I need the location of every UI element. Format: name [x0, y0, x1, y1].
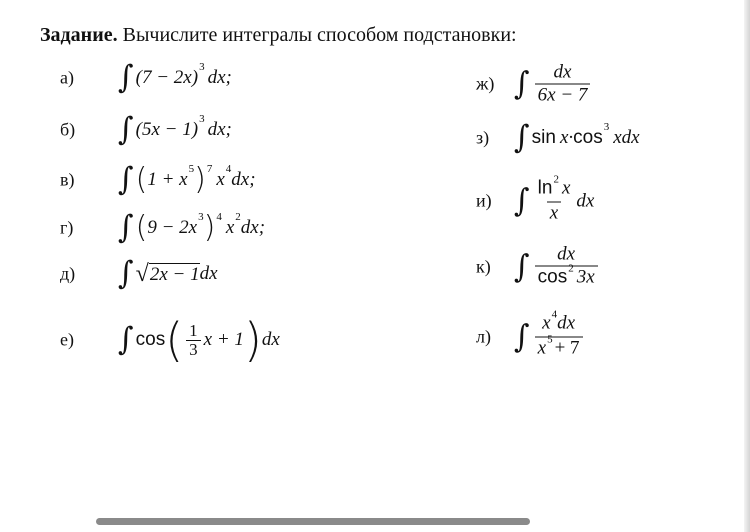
integral-g [60, 206, 440, 250]
expression-e [118, 313, 280, 367]
integral-z [476, 116, 726, 160]
end-g: dx; [240, 217, 266, 238]
expression-b [118, 111, 232, 148]
expression-k [514, 244, 601, 291]
tail-i: dx [576, 190, 595, 211]
paren-open: ( [135, 162, 148, 197]
item-label-b: б) [60, 119, 76, 140]
expression-g [118, 209, 266, 246]
integral-b [60, 108, 420, 152]
item-label-k: к) [476, 256, 491, 277]
fraction-e [186, 322, 201, 359]
paren-open: ( [135, 210, 148, 245]
num-dx-l: dx [557, 312, 576, 334]
integral-v [60, 158, 420, 202]
integral-sign-icon: ∫ [514, 248, 530, 285]
integral-sign-icon: ∫ [514, 182, 530, 219]
cos-z: cos [573, 127, 603, 148]
expression-v [118, 161, 256, 198]
integral-sign-icon: ∫ [118, 161, 134, 198]
task-title-text: Вычислите интегралы способом подстановки: [117, 24, 517, 46]
item-label-e: е) [60, 329, 74, 350]
cos-exponent-k: 2 [568, 262, 574, 275]
tail-d: dx [199, 263, 218, 284]
ln-i: ln [537, 177, 553, 199]
item-label-l: л) [476, 326, 491, 347]
denominator-zh: 6x − 7 [535, 84, 591, 107]
item-label-v: в) [60, 169, 75, 190]
integral-sign-icon: ∫ [118, 209, 134, 246]
exponent-b: 3 [199, 113, 205, 125]
item-label-zh: ж) [476, 73, 495, 94]
base-b: (5x − 1) [135, 119, 199, 140]
tail-b: dx; [207, 119, 232, 140]
integral-sign-icon: ∫ [118, 59, 134, 96]
denominator-l [535, 333, 583, 362]
integral-a [60, 56, 420, 100]
numerator-e: 1 [189, 320, 198, 340]
numerator-k: dx [557, 243, 576, 265]
integral-sign-icon: ∫ [514, 318, 530, 355]
item-label-i: и) [476, 190, 492, 211]
item-label-d: д) [60, 263, 76, 284]
task-title-bold: Задание. [40, 24, 118, 46]
cos-e: cos [135, 329, 166, 350]
numerator-i [535, 173, 574, 202]
exponent-z: 3 [603, 121, 610, 133]
denominator-k [535, 262, 598, 291]
window-right-edge [744, 0, 750, 532]
inner-v: 1 + x [147, 169, 188, 190]
den-tail-l: + 7 [554, 337, 580, 359]
exponent-g: 4 [216, 211, 222, 223]
tail-a: dx; [207, 67, 232, 88]
integral-k [476, 238, 726, 296]
tail-exponent-g: 2 [235, 211, 241, 223]
square-root [136, 262, 200, 286]
denominator-e: 3 [186, 340, 201, 359]
tail-exponent-v: 4 [225, 163, 232, 175]
inner-g: 9 − 2x [147, 217, 198, 238]
inner-exponent-v: 5 [188, 163, 195, 175]
integral-l [476, 308, 726, 366]
den-x-l: x [537, 337, 547, 359]
base-a: (7 − 2x) [135, 67, 199, 88]
expression-d [118, 255, 218, 292]
ln-arg-i: x [561, 177, 571, 199]
num-exponent-l: 4 [551, 308, 558, 321]
end-e: dx [261, 329, 280, 350]
item-label-z: з) [476, 127, 490, 148]
tail-g: x [225, 217, 235, 238]
radicand-d: 2x − 1 [149, 264, 200, 285]
expression-zh [514, 62, 593, 107]
integral-e [60, 308, 420, 372]
horizontal-scrollbar[interactable] [96, 518, 530, 525]
inner-exponent-g: 3 [198, 211, 204, 223]
den-exponent-l: 5 [547, 333, 553, 346]
exponent-a: 3 [199, 61, 205, 73]
cos-arg-k: 3x [576, 266, 595, 288]
paren-close: ) [203, 210, 216, 245]
tail-e: x + 1 [203, 329, 244, 350]
exponent-v: 7 [206, 163, 213, 175]
integral-d [60, 252, 420, 296]
paren-close: ) [243, 313, 262, 367]
fraction-zh [535, 62, 591, 107]
paren-open: ( [165, 313, 184, 367]
expression-l [514, 308, 586, 362]
numerator-zh: dx [553, 61, 572, 83]
integral-zh [476, 56, 726, 112]
tail-v: x [216, 169, 225, 190]
integral-sign-icon: ∫ [118, 255, 134, 292]
fraction-l [535, 308, 583, 362]
ln-exponent-i: 2 [553, 173, 559, 186]
num-x-l: x [542, 312, 551, 334]
numerator-l [539, 308, 578, 337]
integral-sign-icon: ∫ [514, 119, 530, 156]
tail-z: xdx [613, 127, 640, 148]
item-label-a: а) [60, 67, 74, 88]
cos-k: cos [537, 266, 568, 288]
radical-icon: √ [135, 261, 149, 287]
item-label-g: г) [60, 217, 74, 238]
x-z: x· [559, 127, 574, 148]
end-v: dx; [231, 169, 256, 190]
integral-i [476, 172, 726, 230]
denominator-i: x [547, 202, 561, 225]
integral-sign-icon: ∫ [118, 111, 134, 148]
fraction-i [535, 173, 574, 225]
expression-z [514, 119, 640, 156]
paren-close: ) [194, 162, 206, 197]
sin-z: sin [531, 127, 556, 148]
expression-a [118, 59, 232, 96]
integral-sign-icon: ∫ [514, 65, 530, 102]
task-title [40, 24, 517, 47]
expression-i [514, 173, 595, 225]
integral-sign-icon: ∫ [118, 321, 134, 358]
fraction-k [535, 244, 598, 291]
